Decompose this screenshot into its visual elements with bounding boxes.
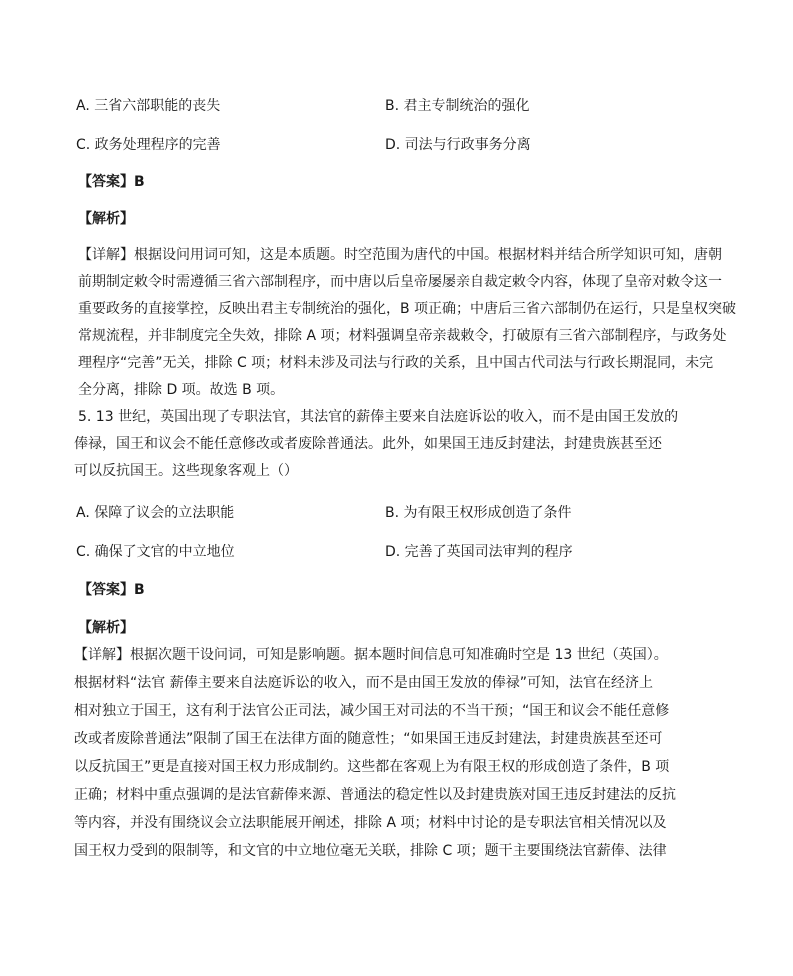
q4-explanation-line: 全分离，排除 D 项。故选 B 项。 — [78, 382, 285, 398]
q5-explanation-line: 相对独立于国王，这有利于法官公正司法，减少国王对司法的不当干预；“国王和议会不能任意修 — [74, 703, 670, 719]
q5-explanation-line: 以反抗国王”更是直接对国王权力形成制约。这些都在客观上为有限王权的形成创造了条件，B 项 — [74, 759, 670, 775]
q5-stem-line: 5. 13 世纪，英国出现了专职法官，其法官的薪俸主要来自法庭诉讼的收入，而不是由国王发放的 — [78, 409, 679, 425]
q4-explanation-line: 【详解】根据设问用词可知，这是本质题。时空范围为唐代的中国。根据材料并结合所学知识可知，唐朝 — [78, 247, 722, 263]
q4-explanation-line: 前期制定敕令时需遵循三省六部制程序，而中唐以后皇帝屡屡亲自裁定敕令内容，体现了皇帝对敕令这一 — [78, 274, 722, 290]
q5-stem-line: 俸禄，国王和议会不能任意修改或者废除普通法。此外，如果国王违反封建法，封建贵族甚至还 — [74, 436, 662, 452]
q4-explanation-line: 常规流程，并非制度完全失效，排除 A 项；材料强调皇帝亲裁敕令，打破原有三省六部制程序，与政务处 — [78, 328, 727, 344]
q5-analysis-label: 【解析】 — [78, 620, 134, 636]
q4-option-c: C. 政务处理程序的完善 — [76, 137, 221, 153]
q5-explanation-line: 【详解】根据次题干设问词，可知是影响题。据本题时间信息可知准确时空是 13 世纪（英国）。 — [74, 647, 668, 663]
q4-explanation-line: 重要政务的直接掌控，反映出君主专制统治的强化，B 项正确；中唐后三省六部制仍在运行，只是皇权突破 — [78, 301, 737, 317]
q5-explanation-line: 等内容，并没有围绕议会立法职能展开阐述，排除 A 项；材料中讨论的是专职法官相关情况以及 — [74, 815, 667, 831]
q5-option-c: C. 确保了文官的中立地位 — [76, 544, 235, 560]
q5-explanation-line: 正确；材料中重点强调的是法官薪俸来源、普通法的稳定性以及封建贵族对国王违反封建法的反抗 — [74, 787, 676, 803]
q5-answer: 【答案】B — [78, 582, 145, 598]
q4-option-d: D. 司法与行政事务分离 — [385, 137, 531, 153]
q4-option-b: B. 君主专制统治的强化 — [385, 98, 530, 114]
q4-explanation-line: 理程序“完善”无关，排除 C 项；材料未涉及司法与行政的关系，且中国古代司法与行政长期混同，未完 — [78, 355, 714, 371]
q5-option-a: A. 保障了议会的立法职能 — [76, 505, 235, 521]
q4-option-a: A. 三省六部职能的丧失 — [76, 98, 221, 114]
q5-option-d: D. 完善了英国司法审判的程序 — [385, 544, 573, 560]
q5-stem-line: 可以反抗国王。这些现象客观上（） — [74, 463, 298, 479]
q4-answer: 【答案】B — [78, 174, 145, 190]
q5-option-b: B. 为有限王权形成创造了条件 — [385, 505, 572, 521]
q5-explanation-line: 改或者废除普通法”限制了国王在法律方面的随意性；“如果国王违反封建法，封建贵族甚至还可 — [74, 731, 663, 747]
q5-explanation-line: 根据材料“法官 薪俸主要来自法庭诉讼的收入，而不是由国王发放的俸禄”可知，法官在经济上 — [74, 675, 653, 691]
q5-explanation-line: 国王权力受到的限制等，和文官的中立地位毫无关联，排除 C 项；题干主要围绕法官薪俸、法律 — [74, 843, 667, 859]
q4-analysis-label: 【解析】 — [78, 211, 134, 227]
